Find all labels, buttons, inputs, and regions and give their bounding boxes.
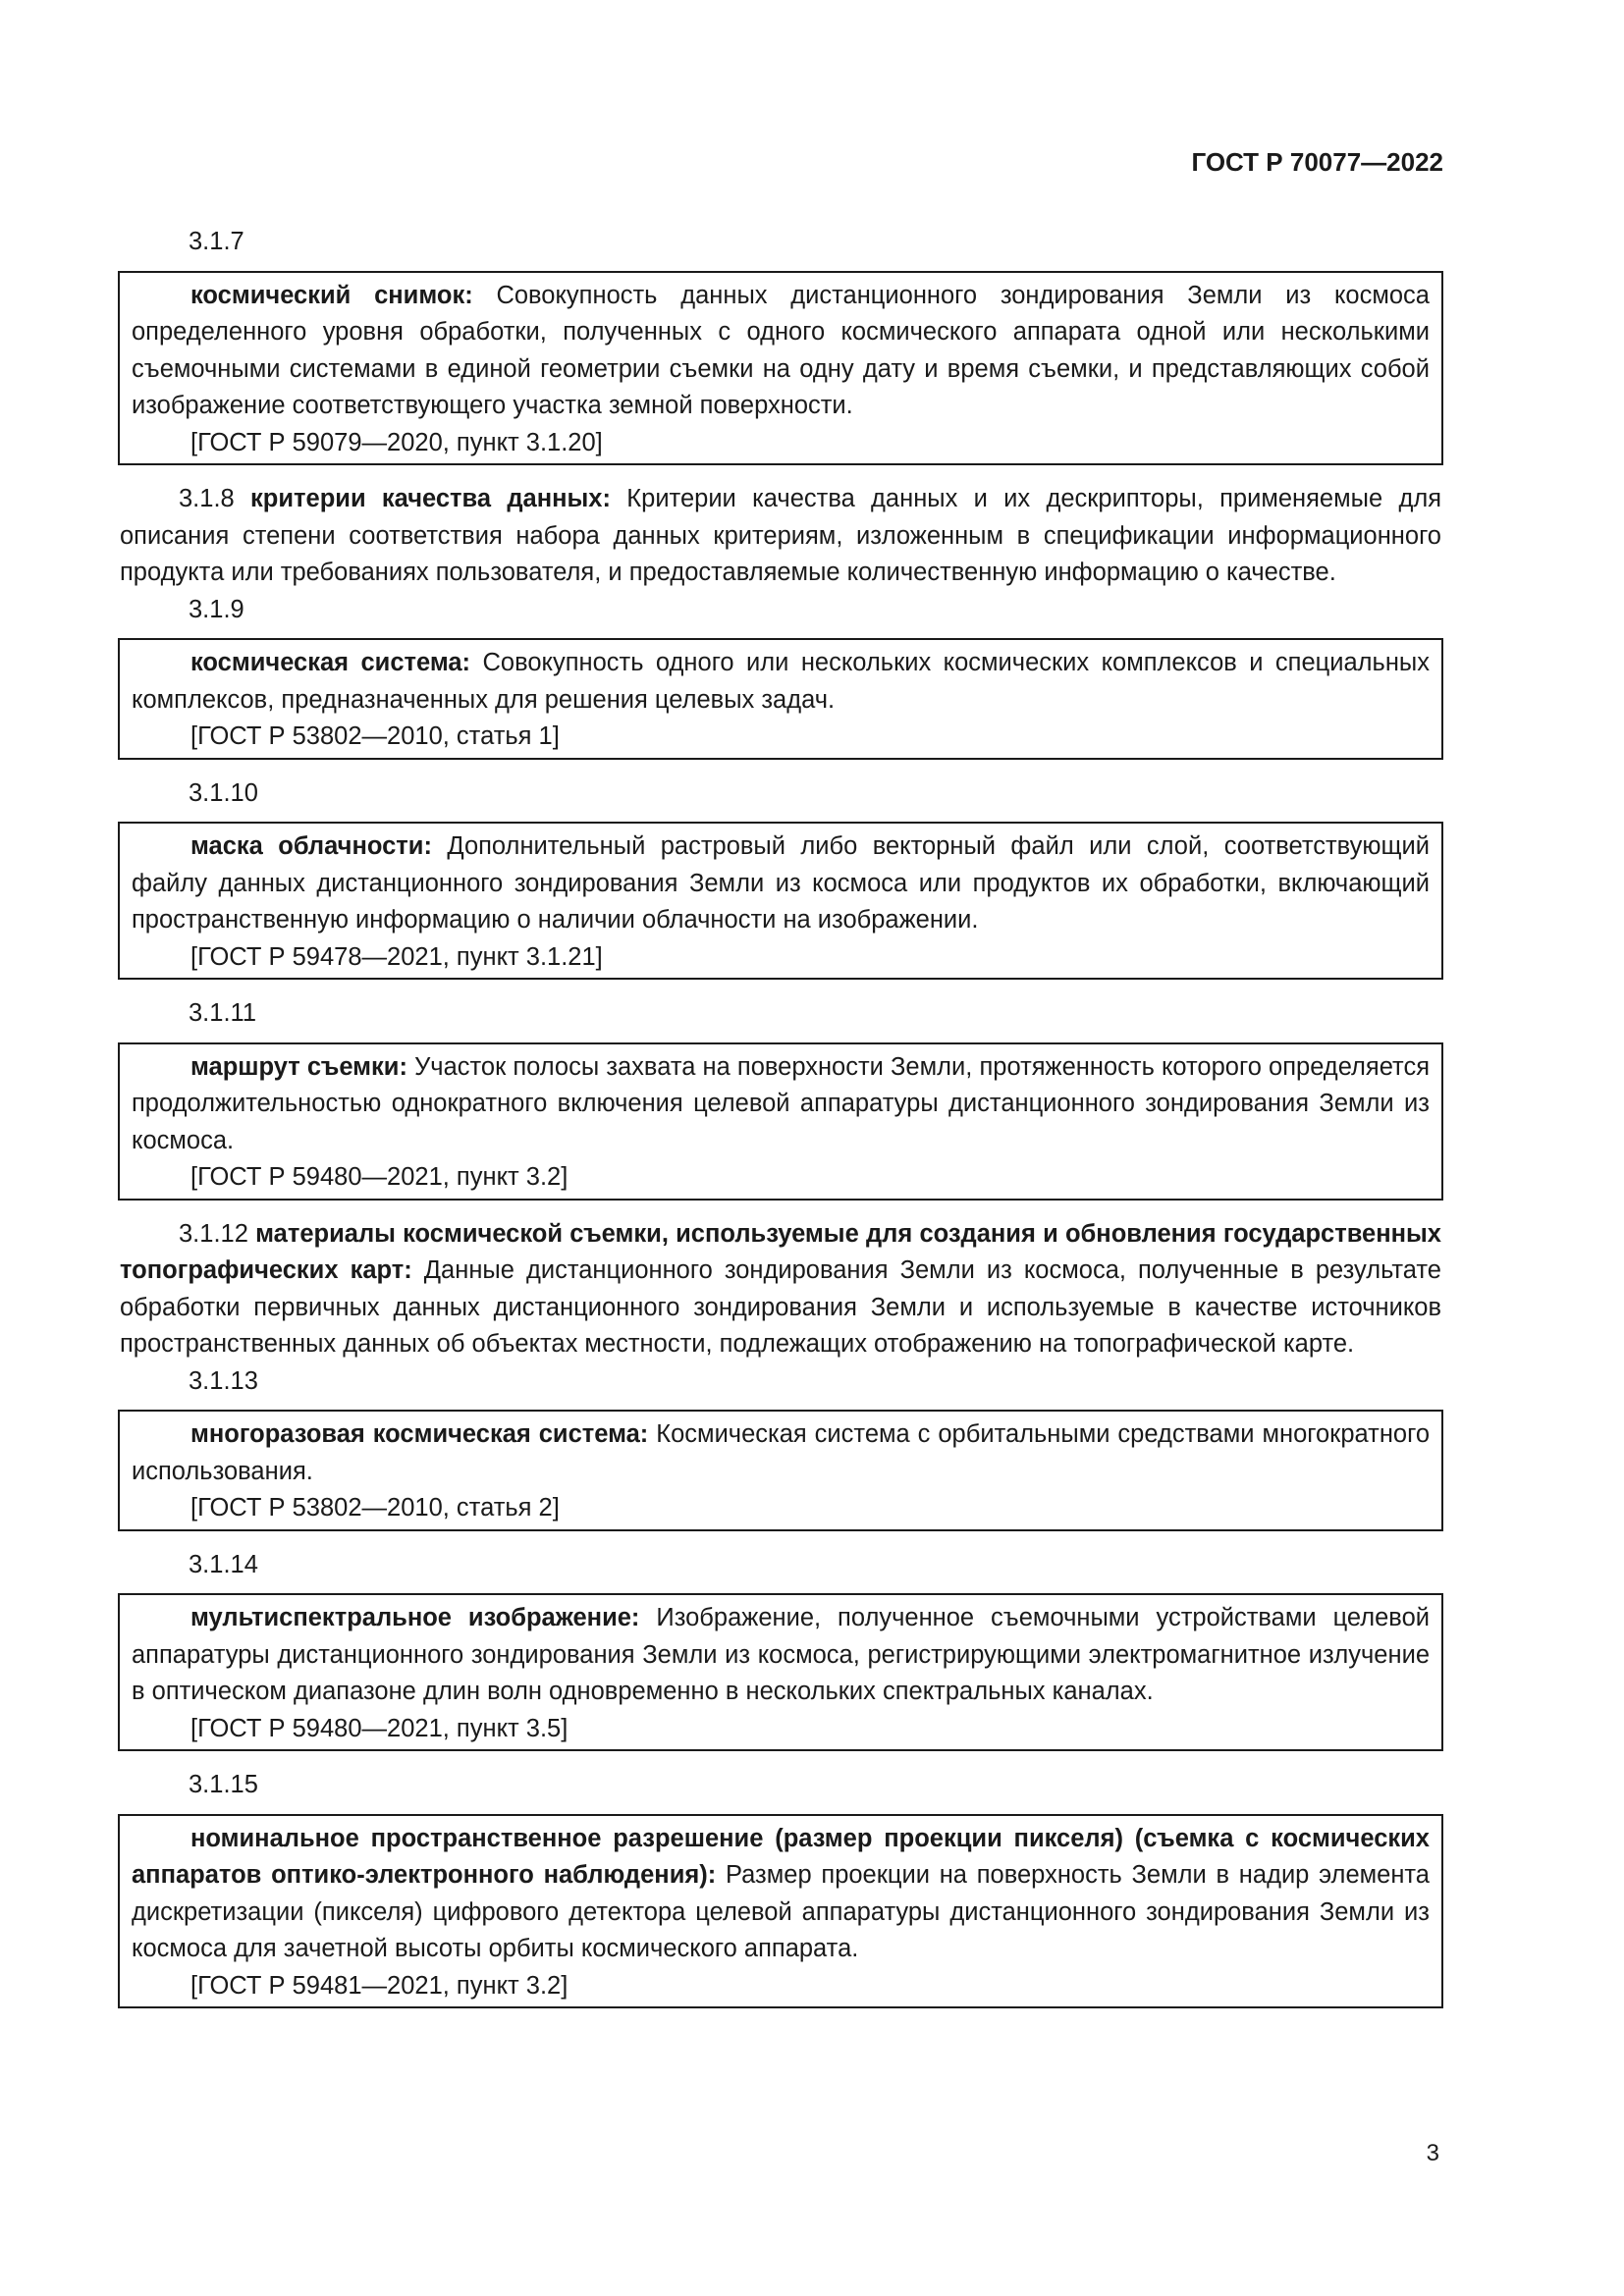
term-definition-box <box>118 822 1443 980</box>
term-source-reference: [ГОСТ Р 53802—2010, статья 1] <box>190 722 560 750</box>
term-title: мультиспектральное изображение: <box>190 1604 640 1631</box>
term-title: многоразовая космическая система: <box>190 1420 649 1448</box>
term-title: материалы космической съемки, используемые для создания и обновления государственных топографических карт: <box>120 1219 1441 1284</box>
document-code: ГОСТ Р 70077—2022 <box>1191 147 1443 177</box>
term-source-reference: [ГОСТ Р 53802—2010, статья 2] <box>190 1494 560 1522</box>
term-number: 3.1.13 <box>189 1366 258 1395</box>
term-definition-box <box>118 1593 1443 1751</box>
term-title: космическая система: <box>190 649 471 676</box>
page-number: 3 <box>1426 2140 1439 2166</box>
term-definition: Совокупность данных дистанционного зондирования Земли из космоса определенного уровня обработки, полученных с одного космического аппарата одной или несколькими съемочными системами в единой геометрии съемки на одну дату и время съемки, и представляющих собой изображение соответствующего участка земной поверхности. <box>132 281 1430 419</box>
term-title: маска облачности: <box>190 832 432 860</box>
term-number: 3.1.11 <box>189 999 257 1027</box>
term-definition: Участок полосы захвата на поверхности Земли, протяженность которого определяется продолжительностью однократного включения целевой аппаратуры дистанционного зондирования Земли из космоса. <box>132 1052 1430 1154</box>
term-definition-box <box>118 1814 1443 2009</box>
term-number: 3.1.15 <box>189 1771 258 1798</box>
term-source-reference: [ГОСТ Р 59478—2021, пункт 3.1.21] <box>190 942 603 971</box>
term-definition-box <box>118 1042 1443 1201</box>
term-definition: Дополнительный растровый либо векторный файл или слой, соответствующий файлу данных дистанционного зондирования Земли из космоса или продуктов их обработки, включающий пространственную информацию о наличии облачности на изображении. <box>132 832 1430 934</box>
term-source-reference: [ГОСТ Р 59480—2021, пункт 3.2] <box>190 1163 568 1191</box>
term-number: 3.1.9 <box>189 595 244 623</box>
term-title: маршрут съемки: <box>190 1052 407 1081</box>
term-number: 3.1.10 <box>189 778 258 807</box>
term-definition: Совокупность одного или нескольких космических комплексов и специальных комплексов, предназначенных для решения целевых задач. <box>132 649 1431 714</box>
term-number: 3.1.8 <box>179 485 235 512</box>
term-definition-box <box>118 271 1443 466</box>
term-title: номинальное пространственное разрешение (размер проекции пикселя) (съемка с космических аппаратов оптико-электронного наблюдения): <box>132 1824 1430 1889</box>
term-number: 3.1.7 <box>189 228 244 255</box>
term-source-reference: [ГОСТ Р 59480—2021, пункт 3.5] <box>190 1714 568 1742</box>
term-definition: Критерии качества данных и их дескрипторы, применяемые для описания степени соответствия набора данных критериям, изложенным в спецификации информационного продукта или требованиях пользователя, и предоставляемые количественную информацию о качестве. <box>120 485 1442 586</box>
term-source-reference: [ГОСТ Р 59481—2021, пункт 3.2] <box>190 1971 568 2000</box>
term-title: критерии качества данных: <box>250 485 611 512</box>
term-title: космический снимок: <box>190 281 473 309</box>
term-source-reference: [ГОСТ Р 59079—2020, пункт 3.1.20] <box>190 428 603 456</box>
term-number: 3.1.12 <box>179 1219 248 1248</box>
term-definition: Данные дистанционного зондирования Земли из космоса, полученные в результате обработки первичных данных дистанционного зондирования Земли и используемые в качестве источников пространственных данных об объектах местности, подлежащих отображению на топографической карте. <box>120 1256 1441 1358</box>
terms-section <box>118 224 1443 2024</box>
term-definition-box <box>118 638 1443 760</box>
term-paragraph <box>118 481 1443 592</box>
term-definition-box <box>118 1410 1443 1531</box>
term-definition: Изображение, полученное съемочными устройствами целевой аппаратуры дистанционного зондирования Земли из космоса, регистрирующими электромагнитное излучение в оптическом диапазоне длин волн одновременно в нескольких спектральных каналах. <box>132 1604 1430 1705</box>
term-paragraph <box>118 1216 1443 1363</box>
term-number: 3.1.14 <box>189 1550 258 1578</box>
term-definition: Размер проекции на поверхность Земли в надир элемента дискретизации (пикселя) цифрового детектора целевой аппаратуры дистанционного зондирования Земли из космоса для зачетной высоты орбиты космического аппарата. <box>132 1861 1430 1962</box>
term-definition: Космическая система с орбитальными средствами многократного использования. <box>132 1420 1430 1485</box>
